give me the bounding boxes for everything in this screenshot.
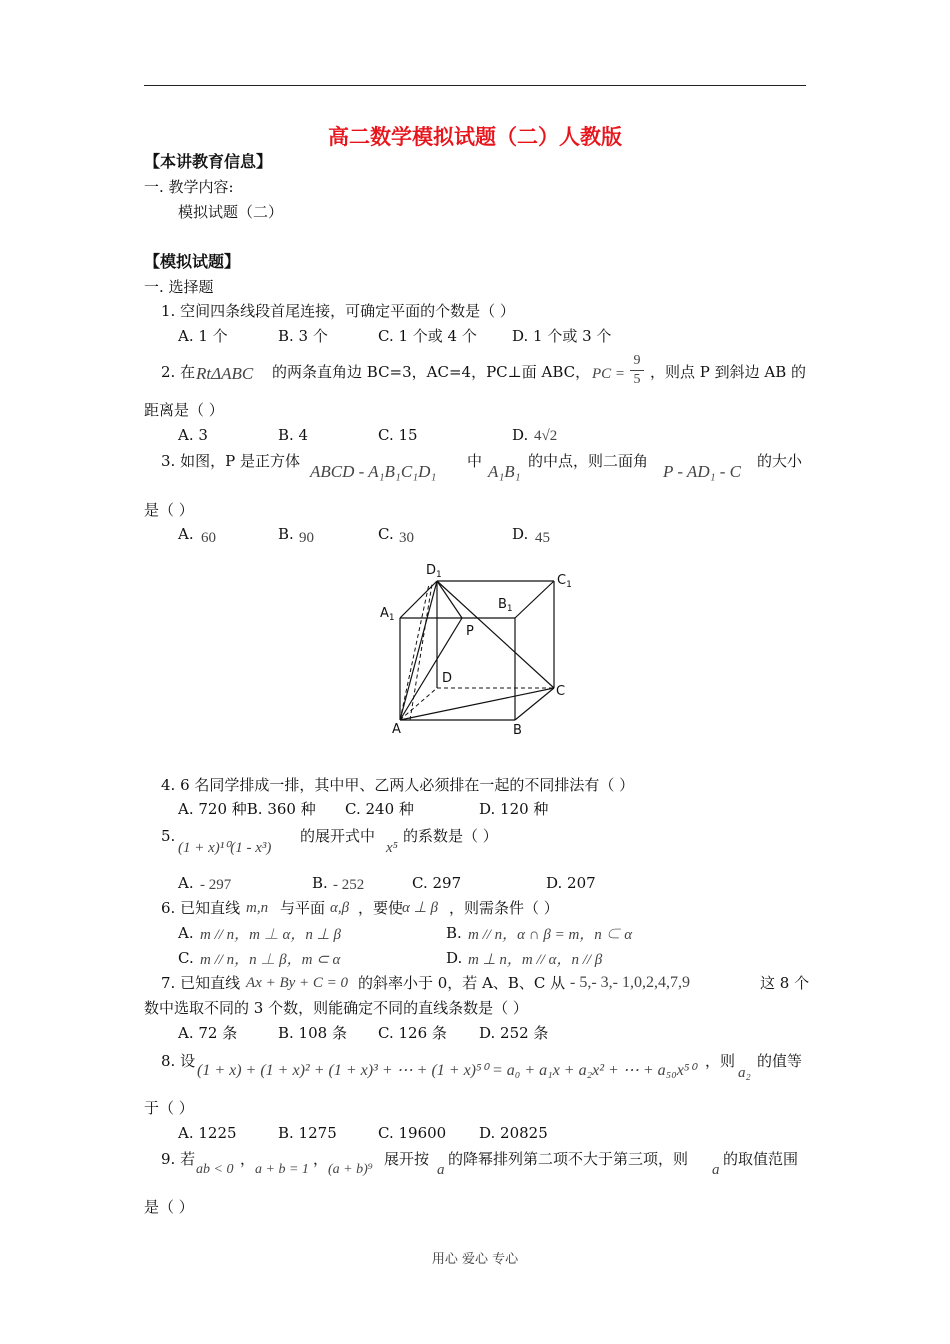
q2-option-d-label: D. xyxy=(512,426,529,444)
q8-stem-end: 的值等 xyxy=(757,1052,803,1070)
label-c1-sub: 1 xyxy=(566,580,572,590)
label-d1 xyxy=(426,563,442,580)
label-d1-letter: D xyxy=(426,563,437,578)
label-a1-letter: A xyxy=(380,606,389,621)
q7-stem-end: 这 8 个 xyxy=(760,974,810,992)
q1-option-a: A. 1 个 xyxy=(178,327,228,345)
q5-math-x5: x⁵ xyxy=(386,840,398,856)
q1-option-b: B. 3 个 xyxy=(278,327,328,345)
q2-math-triangle: RtΔABC xyxy=(196,364,254,383)
q9-math-ab: ab < 0 xyxy=(196,1162,234,1177)
q2-fraction-numerator: 9 xyxy=(633,353,641,368)
label-c1-letter: C xyxy=(557,573,567,588)
q4-option-ab: A. 720 种B. 360 种 xyxy=(178,800,316,818)
q6-option-b-label: B. xyxy=(446,924,462,942)
cube-figure xyxy=(370,556,590,742)
q4-option-c: C. 240 种 xyxy=(345,800,414,818)
q2-stem-mid: 的两条直角边 BC=3，AC=4，PC⊥面 ABC， xyxy=(272,363,591,381)
q6-option-a-label: A. xyxy=(178,924,194,942)
q5-stem-mid: 的展开式中 xyxy=(300,827,376,845)
q2-fraction-denominator: 5 xyxy=(633,372,641,387)
q5-option-a-value: - 297 xyxy=(200,877,232,893)
q6-option-c-label: C. xyxy=(178,949,194,967)
label-b1-sub: 1 xyxy=(506,604,513,614)
q5-option-b-value: - 252 xyxy=(333,877,365,893)
q9-sep1: ， xyxy=(240,1150,256,1168)
line-a-d1 xyxy=(400,581,437,720)
q5-option-d: D. 207 xyxy=(546,874,596,892)
q5-option-c: C. 297 xyxy=(412,874,462,892)
q2-option-c: C. 15 xyxy=(378,426,418,444)
q5-stem-end: 的系数是（ ） xyxy=(403,827,498,845)
q7-stem-start: 7. 已知直线 xyxy=(161,974,241,992)
part-label: 一. 选择题 xyxy=(144,278,214,296)
q2-stem-end: ，则点 P 到斜边 AB 的 xyxy=(650,363,807,381)
q6-math-perp: α ⊥ β xyxy=(402,900,438,916)
label-p: P xyxy=(466,624,474,639)
q9-stem-start: 9. 若 xyxy=(161,1150,196,1168)
q7-option-a: A. 72 条 xyxy=(178,1024,238,1042)
q3-stem-mid2: 的中点，则二面角 xyxy=(528,452,649,470)
q8-math-sum: (1 + x) + (1 + x)² + (1 + x)³ + ⋯ + (1 + x)⁵⁰ = a₀ + a₁x + a₂x² + ⋯ + a₅₀x⁵⁰ xyxy=(197,1062,696,1079)
q9-math-a: a xyxy=(437,1162,445,1178)
q3-stem-line2: 是（ ） xyxy=(144,501,194,519)
q8-stem-line2: 于（ ） xyxy=(144,1099,194,1117)
q5-stem-start: 5. xyxy=(161,827,176,845)
q4-option-d: D. 120 种 xyxy=(479,800,549,818)
label-a1 xyxy=(380,606,395,623)
q3-option-d-label: D. xyxy=(512,525,529,543)
edge-b1-c1 xyxy=(515,581,554,618)
test-heading: 【模拟试题】 xyxy=(144,252,241,271)
q3-math-a1b1: A₁B₁ xyxy=(488,462,521,481)
q9-stem-end: 的取值范围 xyxy=(723,1150,799,1168)
q7-stem-line2: 数中选取不同的 3 个数，则能确定不同的直线条数是（ ） xyxy=(144,999,528,1017)
edge-b-c xyxy=(515,688,554,720)
q3-stem-start: 3. 如图，P 是正方体 xyxy=(161,452,300,470)
q6-option-d-math: m ⊥ n，m // α，n // β xyxy=(468,952,603,968)
q4-stem: 4. 6 名同学排成一排，其中甲、乙两人必须排在一起的不同排法有（ ） xyxy=(161,776,635,794)
q2-math-pc: PC = xyxy=(592,366,626,382)
q8-option-d: D. 20825 xyxy=(479,1124,548,1142)
q3-option-a-value: 60 xyxy=(201,530,216,546)
q3-option-c-value: 30 xyxy=(399,530,414,546)
label-b1-letter: B xyxy=(498,597,507,612)
hidden-edge-a-d xyxy=(400,688,437,720)
line-a-p xyxy=(400,618,462,720)
q8-math-a2: a₂ xyxy=(738,1065,751,1081)
q3-math-cube: ABCD - A₁B₁C₁D₁ xyxy=(310,462,437,481)
q9-stem-line2: 是（ ） xyxy=(144,1198,194,1216)
q2-fraction-bar xyxy=(630,370,644,371)
q8-stem-mid: ，则 xyxy=(705,1052,736,1070)
label-a: A xyxy=(392,722,401,737)
q9-sep2: ， xyxy=(313,1150,329,1168)
info-heading: 【本讲教育信息】 xyxy=(144,152,273,171)
q9-stem-mid2: 的降幂排列第二项不大于第三项，则 xyxy=(448,1150,689,1168)
q3-option-a-label: A. xyxy=(178,525,194,543)
q9-math-a2: a xyxy=(712,1162,720,1178)
q6-stem-mid2: ，要使 xyxy=(358,899,404,917)
q6-math-planes: α,β xyxy=(330,900,350,916)
section-label: 一. 教学内容: xyxy=(144,178,234,196)
q6-option-b-math: m // n，α ∩ β = m，n ⊂ α xyxy=(468,927,633,943)
q2-option-d-math: 4√2 xyxy=(534,428,558,444)
header-rule xyxy=(144,85,806,86)
section-text: 模拟试题（二） xyxy=(178,203,284,221)
q5-math-expansion: (1 + x)¹⁰(1 - x³) xyxy=(178,840,272,856)
q3-stem-end: 的大小 xyxy=(757,452,803,470)
q2-fraction xyxy=(630,353,644,388)
q7-option-c: C. 126 条 xyxy=(378,1024,447,1042)
q6-stem-mid: 与平面 xyxy=(280,899,326,917)
q8-stem-start: 8. 设 xyxy=(161,1052,196,1070)
hidden-line-a-d1 xyxy=(400,584,429,720)
q6-stem-start: 6. 已知直线 xyxy=(161,899,241,917)
q6-option-d-label: D. xyxy=(446,949,463,967)
label-a1-sub: 1 xyxy=(388,613,395,623)
line-a-c xyxy=(400,688,554,720)
q7-stem-mid: 的斜率小于 0，若 A、B、C 从 xyxy=(358,974,566,992)
label-d1-sub: 1 xyxy=(436,570,442,580)
q1-option-d: D. 1 个或 3 个 xyxy=(512,327,612,345)
q2-option-b: B. 4 xyxy=(278,426,309,444)
q8-option-c: C. 19600 xyxy=(378,1124,447,1142)
q9-stem-mid: 展开按 xyxy=(384,1150,430,1168)
label-c: C xyxy=(556,684,566,699)
q7-option-d: D. 252 条 xyxy=(479,1024,549,1042)
label-b: B xyxy=(513,723,522,738)
q2-stem-line2: 距离是（ ） xyxy=(144,401,224,419)
q5-option-b-label: B. xyxy=(312,874,328,892)
q2-option-a: A. 3 xyxy=(178,426,208,444)
q6-stem-end: ，则需条件（ ） xyxy=(449,899,559,917)
q7-math-line: Ax + By + C = 0 xyxy=(246,975,349,991)
q8-option-b: B. 1275 xyxy=(278,1124,337,1142)
label-b1 xyxy=(498,597,513,614)
q1-option-c: C. 1 个或 4 个 xyxy=(378,327,477,345)
q3-option-c-label: C. xyxy=(378,525,394,543)
line-d1-p xyxy=(437,581,462,618)
q3-option-b-value: 90 xyxy=(299,530,314,546)
q3-option-b-label: B. xyxy=(278,525,294,543)
q2-stem-start: 2. 在 xyxy=(161,363,196,381)
document-title: 高二数学模拟试题（二）人教版 xyxy=(328,125,622,149)
page-footer: 用心 爱心 专心 xyxy=(431,1252,519,1267)
q1-stem: 1. 空间四条线段首尾连接，可确定平面的个数是（ ） xyxy=(161,302,515,320)
q8-option-a: A. 1225 xyxy=(178,1124,237,1142)
label-d: D xyxy=(442,671,453,686)
q6-math-lines: m,n xyxy=(246,900,269,916)
q3-math-angle: P - AD₁ - C xyxy=(663,462,742,481)
q6-option-a-math: m // n，m ⊥ α，n ⊥ β xyxy=(200,927,341,943)
q5-option-a-label: A. xyxy=(178,874,194,892)
q9-math-sum: a + b = 1 xyxy=(255,1162,309,1177)
q3-stem-mid: 中 xyxy=(467,452,483,470)
q7-option-b: B. 108 条 xyxy=(278,1024,347,1042)
label-c1 xyxy=(557,573,572,590)
q9-math-power: (a + b)⁹ xyxy=(328,1162,373,1177)
q3-option-d-value: 45 xyxy=(535,530,550,546)
q7-math-set: - 5,- 3,- 1,0,2,4,7,9 xyxy=(570,974,690,991)
q6-option-c-math: m // n，n ⊥ β，m ⊂ α xyxy=(200,952,341,968)
